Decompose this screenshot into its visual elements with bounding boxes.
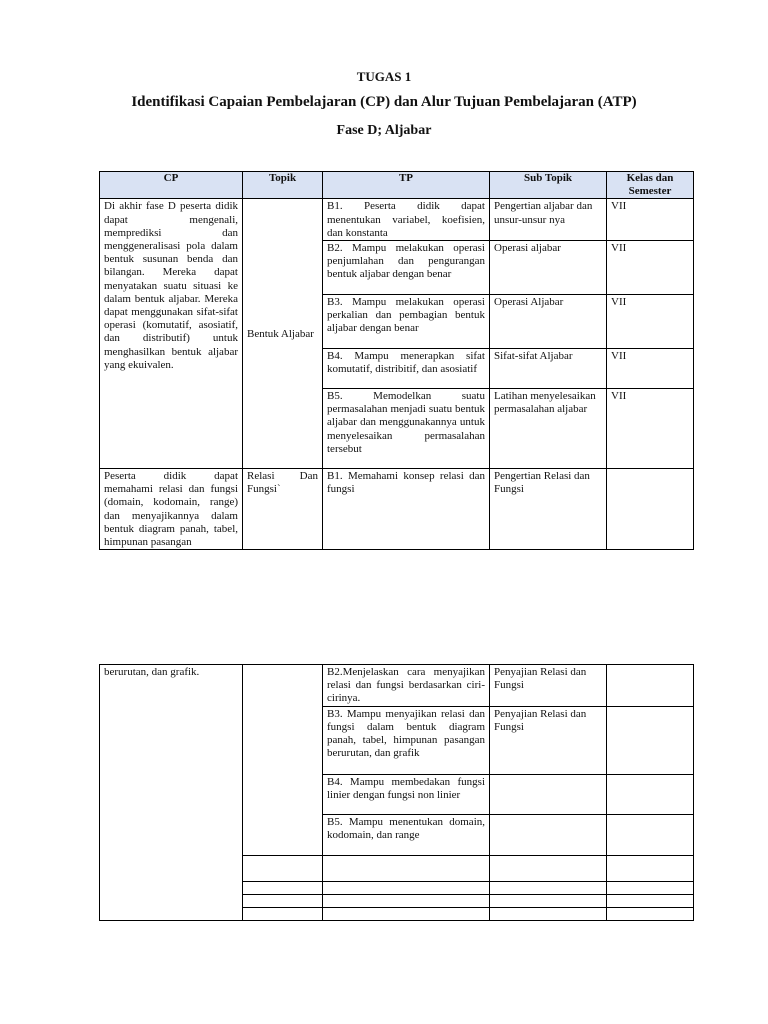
kelas-cell <box>607 814 694 855</box>
kelas-cell <box>607 774 694 814</box>
header-cp: CP <box>100 172 243 199</box>
kelas-cell: VII <box>607 389 694 469</box>
sub-topic-cell: Latihan menyelesaikan permasalahan aljabar <box>490 389 607 469</box>
table-row <box>100 665 694 707</box>
tp-cell: B5. Mampu menentukan domain, kodomain, dan range <box>323 814 490 855</box>
sub-topic-cell: Pengertian Relasi dan Fungsi <box>490 469 607 550</box>
kelas-cell: VII <box>607 199 694 241</box>
kelas-cell: VII <box>607 349 694 389</box>
empty-cell <box>243 881 323 894</box>
atp-table-part-2 <box>99 664 694 921</box>
empty-cell <box>490 881 607 894</box>
tp-cell: B2.Menjelaskan cara menyajikan relasi dan fungsi berdasarkan ciri-cirinya. <box>323 665 490 707</box>
empty-cell <box>490 894 607 907</box>
header-tp: TP <box>323 172 490 199</box>
tp-cell: B1. Memahami konsep relasi dan fungsi <box>323 469 490 550</box>
empty-cell <box>607 855 694 881</box>
document-subtitle: Identifikasi Capaian Pembelajaran (CP) dan Alur Tujuan Pembelajaran (ATP) <box>131 94 637 110</box>
empty-cell <box>607 881 694 894</box>
sub-topic-cell: Operasi Aljabar <box>490 295 607 349</box>
cp-description-continued: berurutan, dan grafik. <box>100 665 243 921</box>
kelas-cell: VII <box>607 241 694 295</box>
tp-cell: B5. Memodelkan suatu permasalahan menjadi suatu bentuk aljabar dan menggunakannya untuk menyelesaikan permasalahan tersebut <box>323 389 490 469</box>
empty-cell <box>323 881 490 894</box>
table-row <box>100 469 694 550</box>
kelas-cell <box>607 469 694 550</box>
empty-cell <box>607 894 694 907</box>
sub-topic-cell <box>490 814 607 855</box>
empty-cell <box>607 907 694 920</box>
sub-topic-cell: Sifat-sifat Aljabar <box>490 349 607 389</box>
empty-cell <box>323 894 490 907</box>
empty-cell <box>243 855 323 881</box>
assignment-title: TUGAS 1 <box>356 69 412 84</box>
atp-table-part-1 <box>99 171 694 550</box>
sub-topic-cell: Penyajian Relasi dan Fungsi <box>490 706 607 774</box>
header-sub-topik: Sub Topik <box>490 172 607 199</box>
empty-cell <box>243 894 323 907</box>
kelas-cell <box>607 706 694 774</box>
header-kelas-semester: Kelas dan Semester <box>607 172 694 199</box>
kelas-cell <box>607 665 694 707</box>
empty-cell <box>323 907 490 920</box>
kelas-cell: VII <box>607 295 694 349</box>
topic-cell-empty <box>243 665 323 856</box>
tp-cell: B3. Mampu menyajikan relasi dan fungsi dalam bentuk diagram panah, tabel, himpunan pasangan berurutan, dan grafik <box>323 706 490 774</box>
empty-cell <box>490 907 607 920</box>
empty-cell <box>243 907 323 920</box>
header-topik: Topik <box>243 172 323 199</box>
phase-title: Fase D; Aljabar <box>336 123 432 138</box>
sub-topic-cell: Pengertian aljabar dan unsur-unsur nya <box>490 199 607 241</box>
sub-topic-cell: Penyajian Relasi dan Fungsi <box>490 665 607 707</box>
topic-relasi-fungsi: Relasi Dan Fungsi` <box>243 469 323 550</box>
tp-cell: B1. Peserta didik dapat menentukan variabel, koefisien, dan konstanta <box>323 199 490 241</box>
sub-topic-cell: Operasi aljabar <box>490 241 607 295</box>
sub-topic-cell <box>490 774 607 814</box>
tp-cell: B4. Mampu membedakan fungsi linier dengan fungsi non linier <box>323 774 490 814</box>
table-header-row <box>100 172 694 199</box>
tp-cell: B2. Mampu melakukan operasi penjumlahan dan pengurangan bentuk aljabar dengan benar <box>323 241 490 295</box>
empty-cell <box>490 855 607 881</box>
cp-description-relasi-fungsi: Peserta didik dapat memahami relasi dan fungsi (domain, kodomain, range) dan menyajikannya dalam bentuk diagram panah, tabel, himpunan pasangan <box>100 469 243 550</box>
tp-cell: B3. Mampu melakukan operasi perkalian dan pembagian bentuk aljabar dengan benar <box>323 295 490 349</box>
cp-description-aljabar: Di akhir fase D peserta didik dapat mengenali, memprediksi dan menggeneralisasi pola dalam bentuk susunan benda dan bilangan. Mereka dapat menyatakan suatu situasi ke dalam bentuk aljabar. Mereka dapat menggunakan sifat-sifat operasi (komutatif, asosiatif, dan distributif) untuk menghasilkan bentuk aljabar yang ekuivalen. <box>100 199 243 469</box>
empty-cell <box>323 855 490 881</box>
topic-bentuk-aljabar: Bentuk Aljabar <box>243 199 323 469</box>
table-row <box>100 199 694 241</box>
tp-cell: B4. Mampu menerapkan sifat komutatif, distribitif, dan asosiatif <box>323 349 490 389</box>
